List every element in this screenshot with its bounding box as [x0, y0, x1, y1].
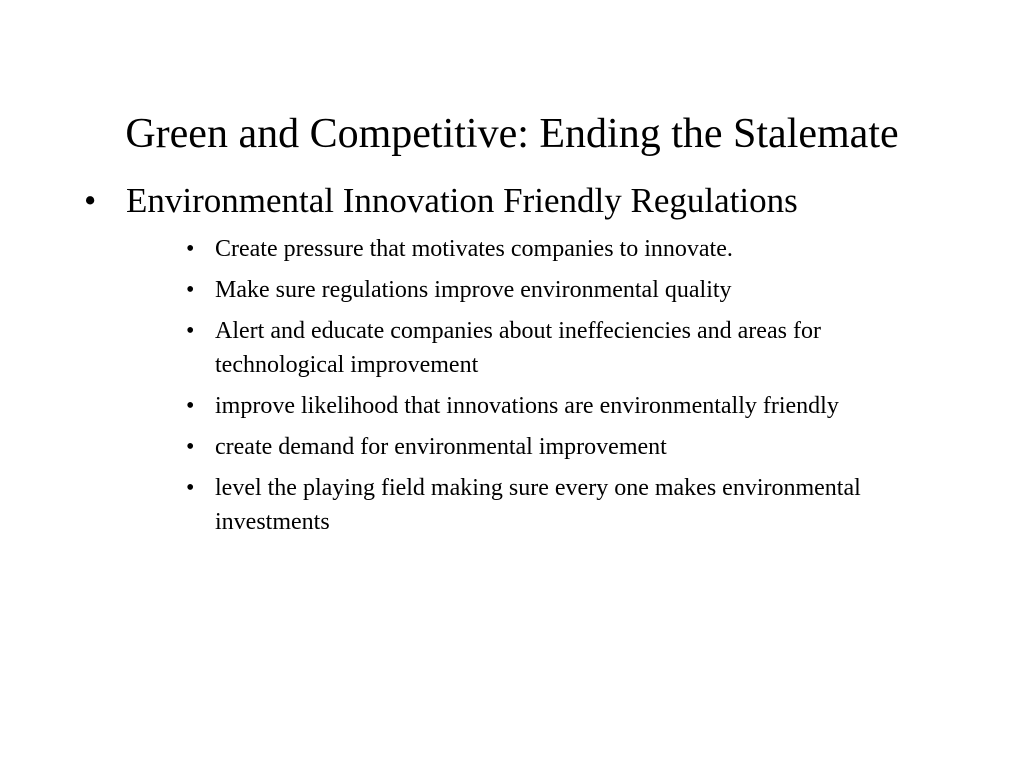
sub-bullet-item	[186, 389, 946, 423]
sub-bullet-list	[186, 232, 946, 546]
main-bullet-text: Environmental Innovation Friendly Regulations	[126, 181, 798, 220]
bullet-icon: •	[186, 318, 195, 344]
bullet-icon: •	[186, 277, 195, 303]
bullet-icon: •	[186, 236, 195, 262]
sub-bullet-text: level the playing field making sure every one makes environmental investments	[215, 475, 861, 535]
bullet-icon: •	[186, 434, 195, 460]
sub-bullet-item	[186, 232, 946, 266]
sub-bullet-item	[186, 314, 946, 382]
sub-bullet-text: Create pressure that motivates companies to innovate.	[215, 236, 733, 262]
sub-bullet-text: Make sure regulations improve environmental quality	[215, 277, 732, 303]
sub-bullet-item	[186, 273, 946, 307]
sub-bullet-text: Alert and educate companies about ineffeciencies and areas for technological improvement	[215, 318, 821, 378]
main-bullet-item	[84, 178, 984, 224]
sub-bullet-item	[186, 430, 946, 464]
sub-bullet-text: create demand for environmental improvement	[215, 434, 667, 460]
slide-title: Green and Competitive: Ending the Stalemate	[125, 111, 899, 157]
bullet-icon: •	[186, 393, 195, 419]
sub-bullet-item	[186, 471, 946, 539]
bullet-icon: •	[84, 181, 97, 220]
bullet-icon: •	[186, 475, 195, 501]
sub-bullet-text: improve likelihood that innovations are environmentally friendly	[215, 393, 839, 419]
